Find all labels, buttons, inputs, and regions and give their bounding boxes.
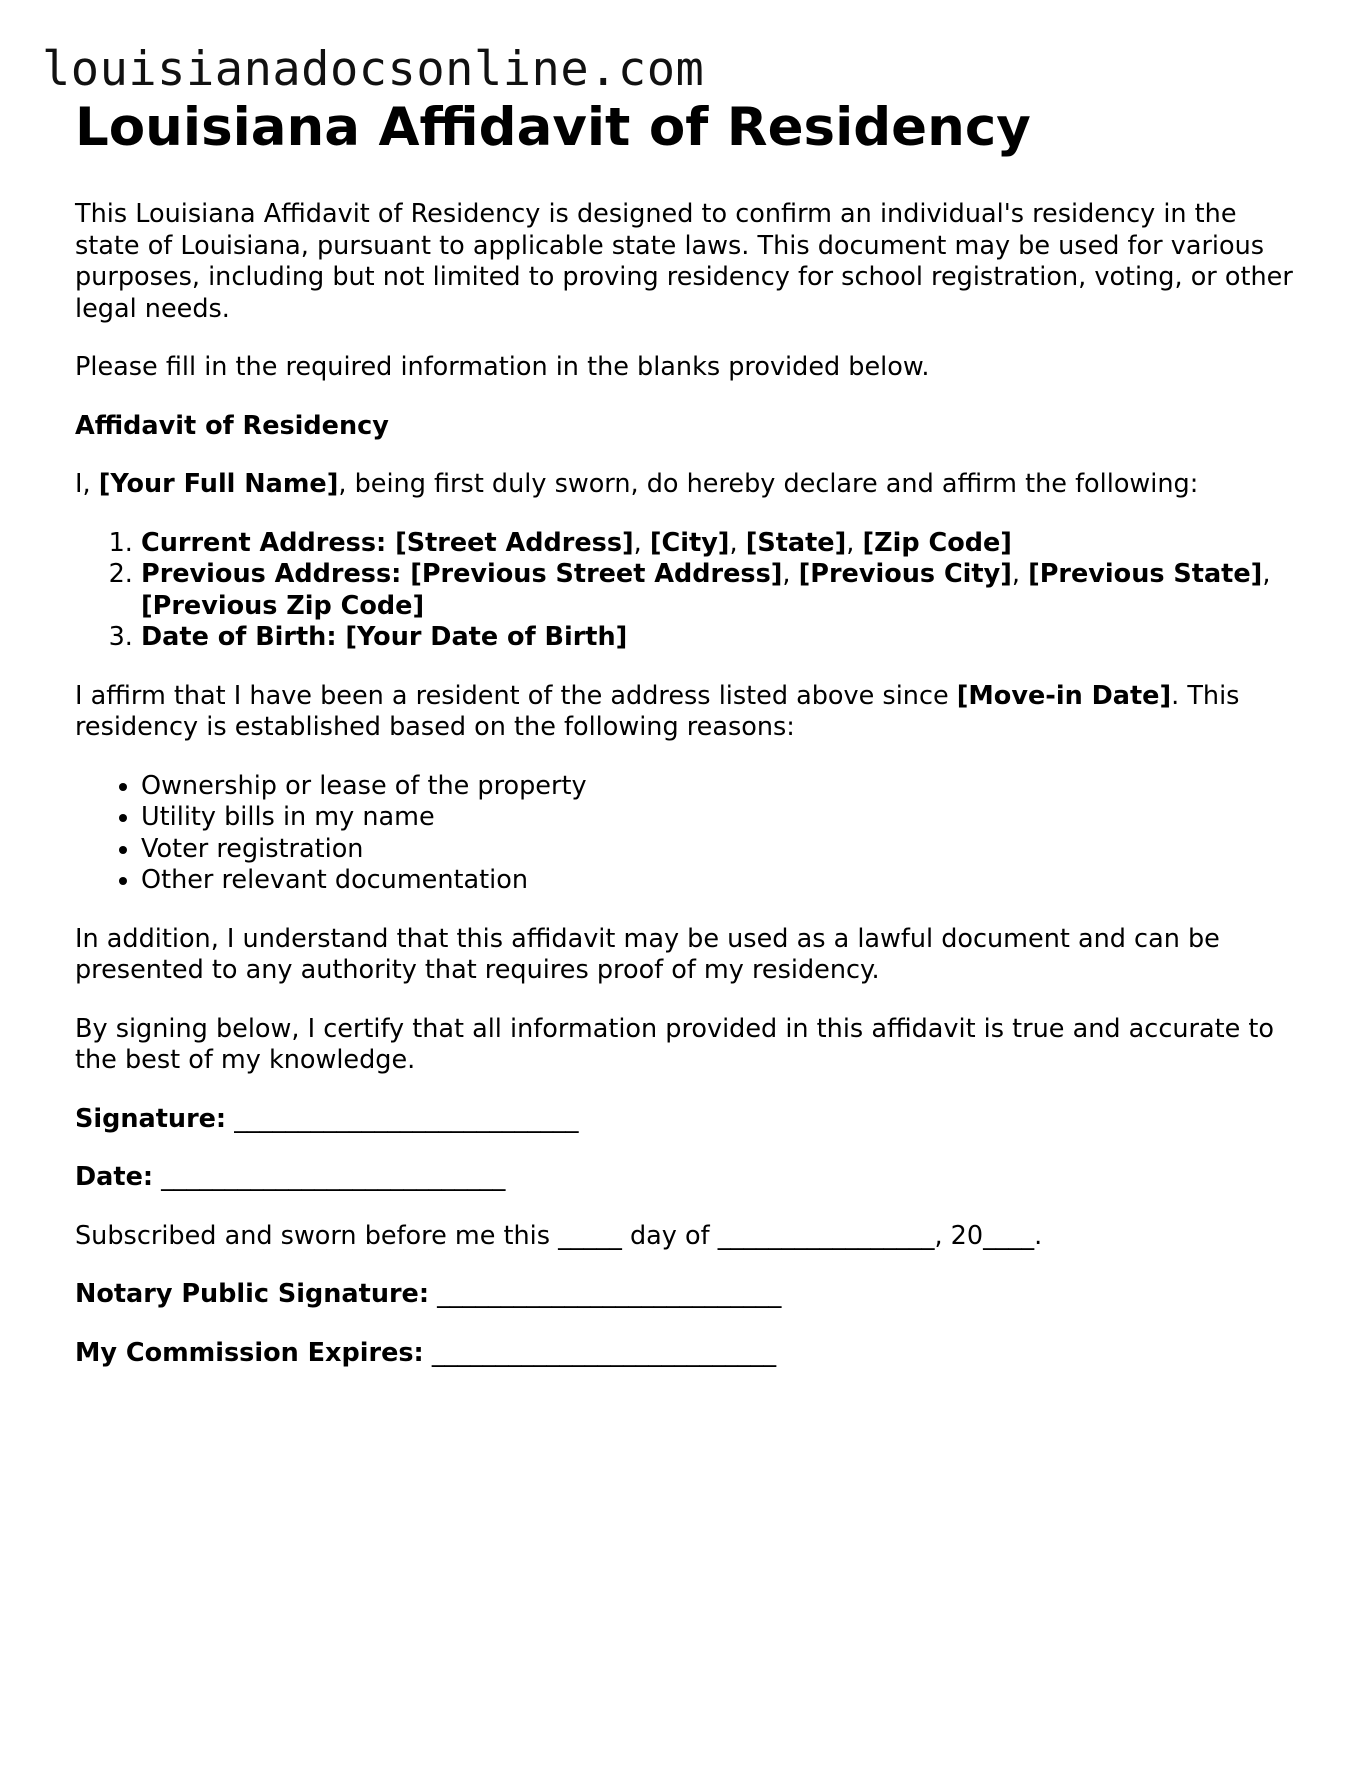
commission-expires-line[interactable]: [75, 1338, 1305, 1370]
separator: ,: [782, 559, 799, 589]
placeholder: [State]: [745, 527, 847, 558]
signature-label: Signature:: [75, 1103, 227, 1134]
placeholder: [Previous City]: [798, 559, 1012, 589]
placeholder: [Previous Zip Code]: [141, 590, 425, 621]
reasons-list: [75, 771, 1305, 897]
placeholder: [Previous Street Address]: [410, 559, 783, 589]
document-title: Louisiana Affidavit of Residency: [75, 97, 1031, 158]
item-label: Date of Birth:: [141, 622, 346, 652]
list-item: • Other relevant documentation: [141, 865, 1305, 897]
placeholder: [Your Date of Birth]: [345, 622, 628, 652]
separator: ,: [1011, 559, 1029, 589]
separator: ,: [1262, 559, 1271, 589]
date-label: Date:: [75, 1162, 154, 1192]
list-item: • Utility bills in my name: [141, 802, 1305, 834]
affidavit-document: [75, 98, 1305, 1396]
instruction-paragraph: Please fill in the required information in the blanks provided below.: [75, 352, 930, 382]
affirmation-suffix: . This residency is established based on the following reasons:: [75, 680, 1240, 742]
item-label: Current Address:: [141, 527, 396, 558]
placeholder: [City]: [649, 527, 730, 558]
declaration-suffix: , being first duly sworn, do hereby declare and affirm the following:: [338, 469, 1199, 499]
full-name-placeholder: [Your Full Name]: [98, 469, 339, 499]
list-item: • Ownership or lease of the property: [141, 771, 1305, 803]
notary-signature-label: Notary Public Signature:: [75, 1279, 430, 1309]
site-watermark: louisianadocsonline.com: [42, 42, 705, 97]
sworn-statement[interactable]: Subscribed and sworn before me this _____ day of _________________, 20____.: [75, 1220, 1043, 1251]
placeholder: [Zip Code]: [862, 527, 1012, 558]
item-label: Previous Address:: [141, 559, 411, 589]
commission-expires-blank[interactable]: ___________________________: [423, 1337, 777, 1368]
declaration-paragraph: [75, 469, 1305, 501]
affirmation-prefix: I affirm that I have been a resident of the address listed above since: [75, 680, 957, 711]
placeholder: [Previous State]: [1028, 559, 1263, 589]
separator: ,: [729, 527, 746, 558]
intro-paragraph: This Louisiana Affidavit of Residency is designed to confirm an individual's residency in the state of Louisiana, pursuant to applicable state laws. This document may be used for various purposes, including but not limited to proving residency for school registration, voting, or other legal needs.: [75, 199, 1293, 324]
list-item-previous-address: [141, 559, 1305, 622]
signature-blank[interactable]: ___________________________: [226, 1103, 579, 1134]
certification-paragraph: By signing below, I certify that all information provided in this affidavit is true and accurate to the best of my knowledge.: [75, 1013, 1275, 1075]
list-item: • Voter registration: [141, 834, 1305, 866]
notary-signature-blank[interactable]: ___________________________: [429, 1279, 782, 1309]
signature-line[interactable]: [75, 1104, 1305, 1136]
date-blank[interactable]: ___________________________: [153, 1162, 506, 1192]
move-in-date-placeholder: [Move-in Date]: [956, 680, 1172, 711]
commission-expires-label: My Commission Expires:: [75, 1337, 424, 1368]
section-heading: Affidavit of Residency: [75, 410, 389, 441]
separator: ,: [633, 527, 650, 558]
date-line[interactable]: [75, 1162, 1305, 1194]
declaration-prefix: I,: [75, 469, 99, 499]
placeholder: [Street Address]: [395, 527, 634, 558]
notary-signature-line[interactable]: [75, 1279, 1305, 1311]
separator: ,: [846, 527, 863, 558]
list-item-date-of-birth: [141, 622, 1305, 654]
affirmation-paragraph: [75, 681, 1305, 744]
declaration-list: [75, 528, 1305, 654]
understanding-paragraph: In addition, I understand that this affidavit may be used as a lawful document and can be presented to any authority that requires proof of my residency.: [75, 923, 1220, 985]
list-item-current-address: [141, 528, 1305, 560]
